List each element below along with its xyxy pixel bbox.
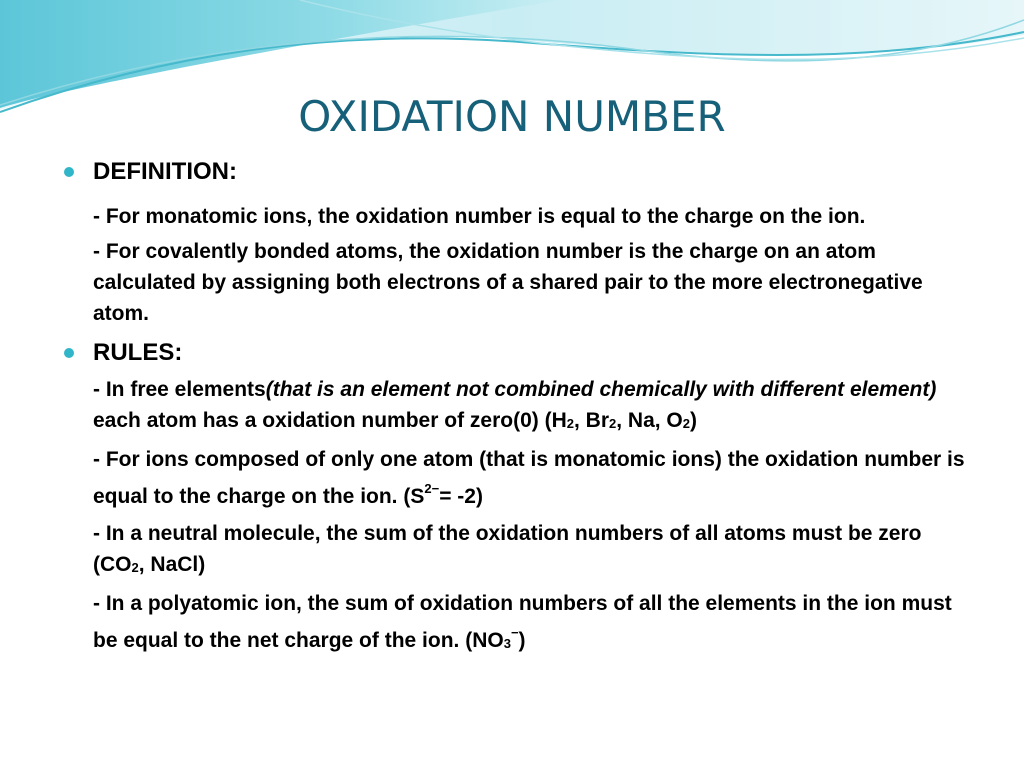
rule-1-text-a: - In free elements bbox=[93, 378, 266, 401]
definition-heading: DEFINITION: bbox=[93, 158, 237, 185]
definition-paragraph-1: - For monatomic ions, the oxidation number is equal to the charge on the ion. bbox=[93, 205, 866, 228]
subscript: 2 bbox=[566, 416, 574, 431]
rule-1-text-c: , Br bbox=[573, 409, 609, 432]
subscript: 2 bbox=[609, 416, 617, 431]
definition-paragraph-2: - For covalently bonded atoms, the oxidation number is the charge on an atom calculated by assigning both electrons of a shared pair to the more electronegative atom. bbox=[93, 240, 923, 325]
subscript: 2 bbox=[682, 416, 690, 431]
rule-1 bbox=[62, 374, 972, 438]
rule-4-text-b: ) bbox=[518, 629, 526, 652]
slide-title: OXIDATION NUMBER bbox=[298, 92, 726, 141]
rule-1-text-d: , Na, O bbox=[616, 409, 683, 432]
rule-1-italic: (that is an element not combined chemically with different element) bbox=[265, 378, 937, 401]
rules-heading-row bbox=[62, 337, 972, 368]
rules-heading: RULES: bbox=[93, 339, 183, 366]
definition-heading-row bbox=[62, 156, 972, 187]
rule-4-text-a: - In a polyatomic ion, the sum of oxidation numbers of all the elements in the ion must be equal to the net charge of the ion. (NO bbox=[93, 592, 952, 652]
subscript: 3 bbox=[503, 636, 511, 651]
rule-3-text-b: , NaCl) bbox=[138, 553, 206, 576]
rule-1-text-b: each atom has a oxidation number of zero(0) (H bbox=[93, 409, 567, 432]
superscript: 2− bbox=[424, 481, 440, 496]
bullet-dot-icon bbox=[64, 167, 74, 177]
rule-4 bbox=[62, 588, 972, 658]
rule-3 bbox=[62, 518, 972, 582]
rule-2 bbox=[62, 444, 972, 512]
rule-2-text-b: = -2) bbox=[439, 485, 483, 508]
slide-content bbox=[62, 150, 972, 658]
rule-2-text-a: - For ions composed of only one atom (that is monatomic ions) the oxidation number is equal to the charge on the ion. (S bbox=[93, 448, 965, 508]
bullet-dot-icon bbox=[64, 348, 74, 358]
subscript: 2 bbox=[131, 560, 139, 575]
rule-1-text-e: ) bbox=[690, 409, 697, 432]
superscript: − bbox=[510, 625, 519, 640]
rule-3-text-a: - In a neutral molecule, the sum of the oxidation numbers of all atoms must be zero (CO bbox=[93, 522, 922, 576]
